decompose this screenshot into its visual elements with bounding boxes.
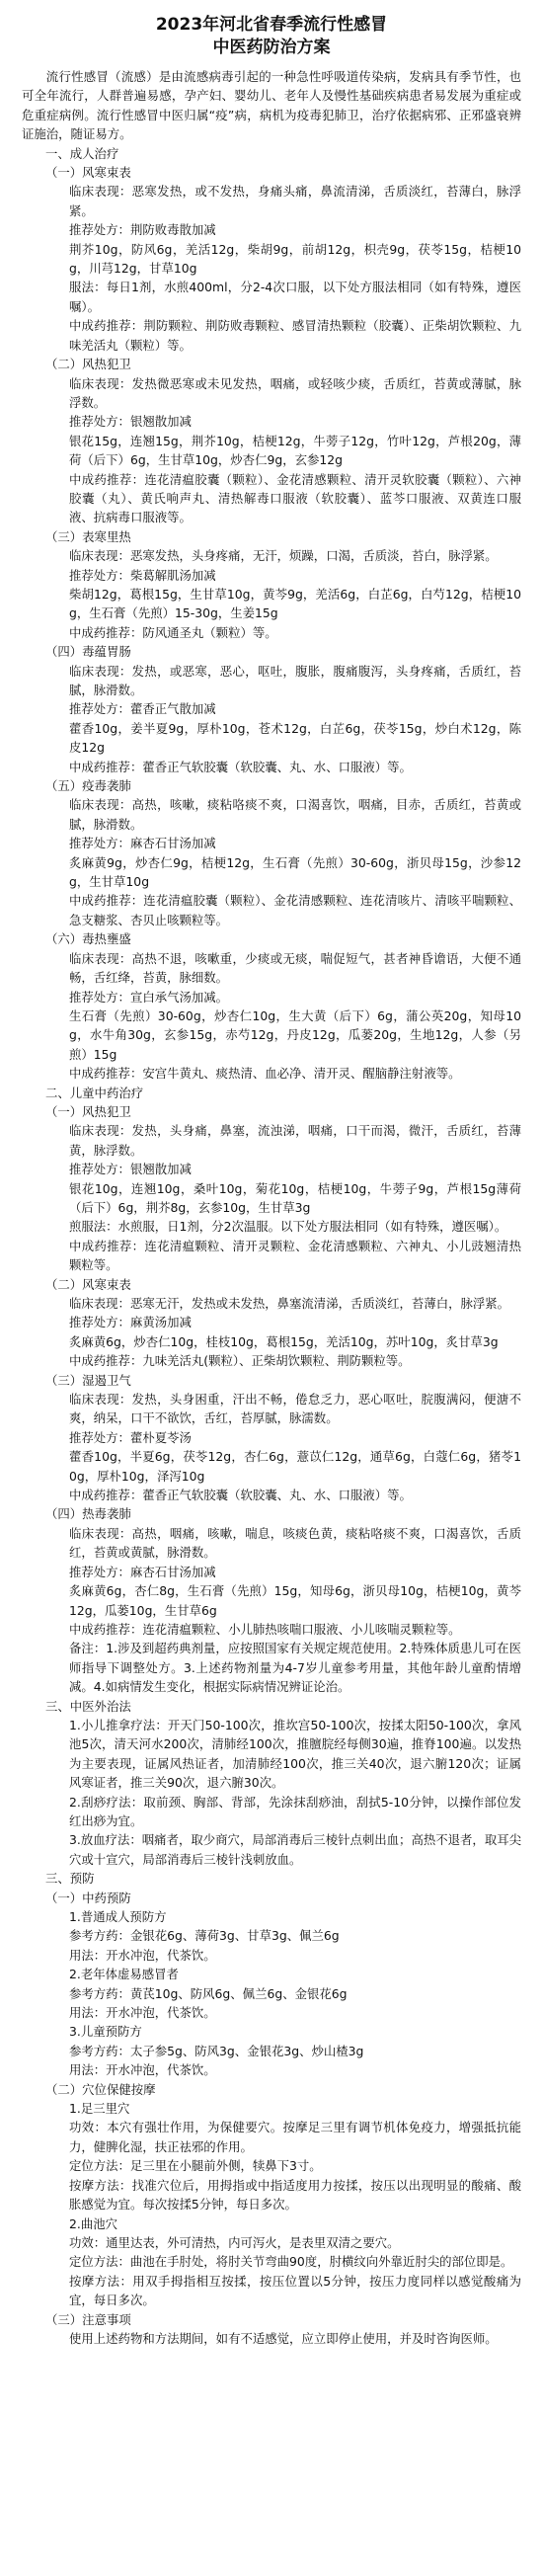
paragraph: 临床表现：高热，咳嗽，痰粘咯痰不爽，口渴喜饮，咽痛，目赤，舌质红，苔黄或腻，脉滑数。 [69, 797, 521, 832]
paragraph: 临床表现：发热，或恶寒，恶心，呕吐，腹胀，腹痛腹泻，头身疼痛，舌质红，苔腻，脉滑数。 [69, 663, 521, 697]
paragraph: 煎服法：水煎服，日1剂，分2次温服。以下处方服法相同（如有特殊，遵医嘱）。 [69, 1219, 507, 1235]
section-heading: （四）热毒袭肺 [45, 1506, 131, 1522]
paragraph: 1.小儿推拿疗法：开天门50-100次，推坎宫50-100次，按揉太阳50-100次，拿风池5次，清天河水200次，清肺经100次，推膻脘经每侧30遍，推脊100遍。以发热为主要表现，证属风热证者，加清肺经100次，推三关40次，退六腑120次；证属风寒证者，推三关90次，退六腑30次。 [69, 1717, 521, 1791]
paragraph: 临床表现：高热不退，咳嗽重，少痰或无痰，喘促短气，甚者神昏谵语，大便不通畅，舌红绛，苔黄，脉细数。 [69, 950, 521, 986]
intro-paragraph: 流行性感冒（流感）是由流感病毒引起的一种急性呼吸道传染病，发病具有季节性，也可全年流行，人群普遍易感，孕产妇、婴幼儿、老年人及慢性基础疾病患者易发展为重症或危重症病例。流行性感冒中医归属“疫”病，病机为疫毒犯肺卫，治疗依据病邪、正邪盛衰辨证施治，随证易方。 [22, 69, 521, 142]
section-heading: （二）穴位保健按摩 [45, 2081, 156, 2097]
paragraph: 荆芥10g，防风6g，羌活12g，柴胡9g，前胡12g，枳壳9g，茯苓15g，桔梗10g，川芎12g，甘草10g [69, 241, 521, 277]
paragraph: 1.普通成人预防方 [69, 1909, 167, 1924]
paragraph: 用法：开水冲泡，代茶饮。 [69, 1947, 216, 1963]
paragraph: 中成药推荐：连花清瘟颗粒、清开灵颗粒、金花清感颗粒、六神丸、小儿豉翘清热颗粒等。 [69, 1238, 521, 1273]
paragraph: 推荐处方：银翘散加减 [69, 1162, 192, 1177]
paragraph: 中成药推荐：连花清瘟颗粒、小儿肺热咳喘口服液、小儿咳喘灵颗粒等。 [69, 1621, 461, 1637]
paragraph: 2.刮痧疗法：取前颈、胸部、背部，先涂抹刮痧油，刮拭5-10分钟，以操作部位发红出痧为宜。 [69, 1794, 521, 1828]
section-heading: （一）风热犯卫 [45, 1103, 131, 1119]
paragraph: 按摩方法：找准穴位后，用拇指或中指适度用力按揉，按压以出现明显的酸痛、酸胀感觉为宜。每次按揉5分钟，每日多次。 [69, 2177, 521, 2213]
paragraph: 按摩方法：用双手拇指相互按揉，按压位置以5分钟，按压力度同样以感觉酸痛为宜，每日多次。 [69, 2273, 521, 2308]
paragraph: 参考方药：太子参5g、防风3g、金银花3g、炒山楂3g [69, 2043, 364, 2058]
paragraph: 临床表现：恶寒发热，或不发热，身痛头痛，鼻流清涕，舌质淡红，苔薄白，脉浮紧。 [69, 184, 521, 218]
paragraph: 用法：开水冲泡，代茶饮。 [69, 2005, 216, 2021]
paragraph: 功效：本穴有强壮作用，为保健要穴。按摩足三里有调节机体免疫力，增强抵抗能力，健脾化湿，扶正祛邪的作用。 [69, 2120, 521, 2154]
paragraph: 用法：开水冲泡，代茶饮。 [69, 2062, 216, 2078]
paragraph: 推荐处方：荆防败毒散加减 [69, 222, 216, 238]
paragraph: 服法：每日1剂，水煎400ml，分2-4次口服，以下处方服法相同（如有特殊，遵医嘱）。 [69, 280, 521, 314]
paragraph: 临床表现：发热微恶寒或未见发热，咽痛，或轻咳少痰，舌质红，苔黄或薄腻，脉浮数。 [69, 375, 521, 410]
paragraph: 推荐处方：藿朴夏苓汤 [69, 1429, 192, 1445]
title-line-2: 中医药防治方案 [212, 38, 331, 57]
paragraph: 中成药推荐：连花清瘟胶囊（颗粒）、金花清感颗粒、连花清咳片、清咳平喘颗粒、急支糖浆、杏贝止咳颗粒等。 [69, 893, 521, 927]
paragraph: 炙麻黄6g，杏仁8g，生石膏（先煎）15g，知母6g，浙贝母10g，桔梗10g，黄芩12g，瓜蒌10g，生甘草6g [69, 1583, 521, 1618]
paragraph: 2.老年体虚易感冒者 [69, 1967, 179, 1982]
paragraph: 推荐处方：麻黄汤加减 [69, 1315, 192, 1330]
paragraph: 推荐处方：宣白承气汤加减。 [69, 989, 229, 1005]
section-heading: 一、成人治疗 [45, 145, 119, 161]
paragraph: 生石膏（先煎）30-60g，炒杏仁10g，生大黄（后下）6g，蒲公英20g，知母10g，水牛角30g，玄参15g，赤芍12g，丹皮12g，瓜蒌20g，生地12g，人参（另煎）15g [69, 1007, 521, 1062]
paragraph: 银花10g，连翘10g，桑叶10g，菊花10g，桔梗10g，牛蒡子9g，芦根15g薄荷（后下）6g，荆芥8g，玄参10g，生甘草3g [69, 1180, 521, 1215]
paragraph: 银花15g，连翘15g，荆芥10g，桔梗12g，牛蒡子12g，竹叶12g，芦根20g，薄荷（后下）6g，生甘草10g，炒杏仁9g，玄参12g [69, 433, 521, 468]
paragraph: 中成药推荐：连花清瘟胶囊（颗粒）、金花清感颗粒、清开灵软胶囊（颗粒）、六神胶囊（丸）、黄氏响声丸、清热解毒口服液（软胶囊）、蓝芩口服液、双黄连口服液、抗病毒口服液等。 [69, 471, 521, 525]
paragraph: 藿香10g，姜半夏9g，厚朴10g，苍术12g，白芷6g，茯苓15g，炒白术12g，陈皮12g [69, 720, 521, 756]
paragraph: 推荐处方：藿香正气散加减 [69, 701, 216, 717]
paragraph: 定位方法：曲池在手肘处，将肘关节弯曲90度，肘横纹向外靠近肘尖的部位即是。 [69, 2254, 513, 2270]
paragraph: 中成药推荐：藿香正气软胶囊（软胶囊、丸、水、口服液）等。 [69, 759, 412, 774]
paragraph: 推荐处方：麻杏石甘汤加减 [69, 836, 216, 851]
paragraph: 1.足三里穴 [69, 2101, 130, 2117]
paragraph: 2.曲池穴 [69, 2215, 117, 2231]
paragraph: 备注：1.涉及到超药典剂量，应按照国家有关规定规范使用。2.特殊体质患儿可在医师指导下调整处方。3.上述药物剂量为4-7岁儿童参考用量，其他年龄儿童酌情增减。4.如病情发生变化，根据实际病情况辨证论治。 [69, 1641, 521, 1695]
paragraph: 3.放血疗法：咽痛者，取少商穴，局部消毒后三棱针点刺出血；高热不退者，取耳尖穴或十宣穴，局部消毒后三棱针浅刺放血。 [69, 1832, 521, 1867]
title-line-1: 2023年河北省春季流行性感冒 [155, 15, 388, 35]
section-heading: （三）湿遏卫气 [45, 1372, 131, 1388]
paragraph: 柴胡12g，葛根15g，生甘草10g，黄芩9g，羌活6g，白芷6g，白芍12g，桔梗10g，生石膏（先煎）15-30g，生姜15g [69, 586, 521, 621]
section-heading: （四）毒蕴胃肠 [45, 644, 131, 660]
section-heading: （二）风寒束表 [45, 1276, 131, 1292]
paragraph: 定位方法：足三里在小腿前外侧，犊鼻下3寸。 [69, 2158, 322, 2174]
paragraph: 参考方药：金银花6g、薄荷3g、甘草3g、佩兰6g [69, 1928, 340, 1944]
section-heading: 二、儿童中药治疗 [45, 1085, 144, 1100]
section-heading: （一）中药预防 [45, 1890, 131, 1905]
section-heading: （六）毒热壅盛 [45, 931, 131, 947]
paragraph: 中成药推荐：藿香正气软胶囊（软胶囊、丸、水、口服液）等。 [69, 1488, 412, 1503]
paragraph: 临床表现：发热，头身痛，鼻塞，流浊涕，咽痛，口干而渴，微汗，舌质红，苔薄黄，脉浮数。 [69, 1123, 521, 1158]
paragraph: 炙麻黄9g，炒杏仁9g，桔梗12g，生石膏（先煎）30-60g，浙贝母15g，沙参12g，生甘草10g [69, 854, 521, 890]
paragraph: 炙麻黄6g，炒杏仁10g，桂枝10g，葛根15g，羌活10g，苏叶10g，炙甘草3g [69, 1333, 499, 1349]
section-heading: （三）注意事项 [45, 2311, 131, 2327]
section-heading: （五）疫毒袭肺 [45, 778, 131, 794]
paragraph: 中成药推荐：荆防颗粒、荆防败毒颗粒、感冒清热颗粒（胶囊）、正柴胡饮颗粒、九味羌活丸（颗粒）等。 [69, 318, 521, 353]
paragraph: 推荐处方：柴葛解肌汤加减 [69, 567, 216, 583]
paragraph: 推荐处方：麻杏石甘汤加减 [69, 1564, 216, 1579]
paragraph: 中成药推荐：防风通圣丸（颗粒）等。 [69, 624, 277, 640]
section-heading: （一）风寒束表 [45, 165, 131, 181]
paragraph: 功效：通里达表，外可清热，内可泻火，是表里双清之要穴。 [69, 2234, 400, 2250]
paragraph: 参考方药：黄芪10g、防风6g、佩兰6g、金银花6g [69, 1985, 348, 2001]
paragraph: 中成药推荐：安宫牛黄丸、痰热清、血必净、清开灵、醒脑静注射液等。 [69, 1066, 461, 1082]
paragraph: 中成药推荐：九味羌活丸(颗粒）、正柴胡饮颗粒、荆防颗粒等。 [69, 1353, 411, 1369]
paragraph: 临床表现：高热，咽痛，咳嗽，喘息，咳痰色黄，痰粘咯痰不爽，口渴喜饮，舌质红，苔黄或黄腻，脉滑数。 [69, 1525, 521, 1561]
paragraph: 藿香10g，半夏6g，茯苓12g，杏仁6g，薏苡仁12g，通草6g，白蔻仁6g，猪苓10g，厚朴10g，泽泻10g [69, 1449, 521, 1484]
paragraph: 推荐处方：银翘散加减 [69, 414, 192, 430]
section-heading: 三、中医外治法 [45, 1698, 131, 1714]
section-heading: （二）风热犯卫 [45, 357, 131, 372]
paragraph: 临床表现：恶寒发热，头身疼痛，无汗，烦躁，口渴，舌质淡，苔白，脉浮紧。 [69, 548, 498, 564]
page-title [22, 14, 521, 59]
paragraph: 临床表现：发热，头身困重，汗出不畅，倦怠乏力，恶心呕吐，脘腹满闷，便溏不爽，纳呆，口干不欲饮，舌红，苔厚腻，脉濡数。 [69, 1392, 521, 1426]
paragraph: 使用上述药物和方法期间，如有不适感觉，应立即停止使用，并及时咨询医师。 [69, 2330, 498, 2346]
document-body [22, 67, 521, 2348]
document-lines [22, 144, 521, 2349]
paragraph: 临床表现：恶寒无汗，发热或未发热，鼻塞流清涕，舌质淡红，苔薄白，脉浮紧。 [69, 1296, 510, 1311]
section-heading: 三、预防 [45, 1871, 95, 1887]
paragraph: 3.儿童预防方 [69, 2024, 142, 2040]
section-heading: （三）表寒里热 [45, 528, 131, 544]
